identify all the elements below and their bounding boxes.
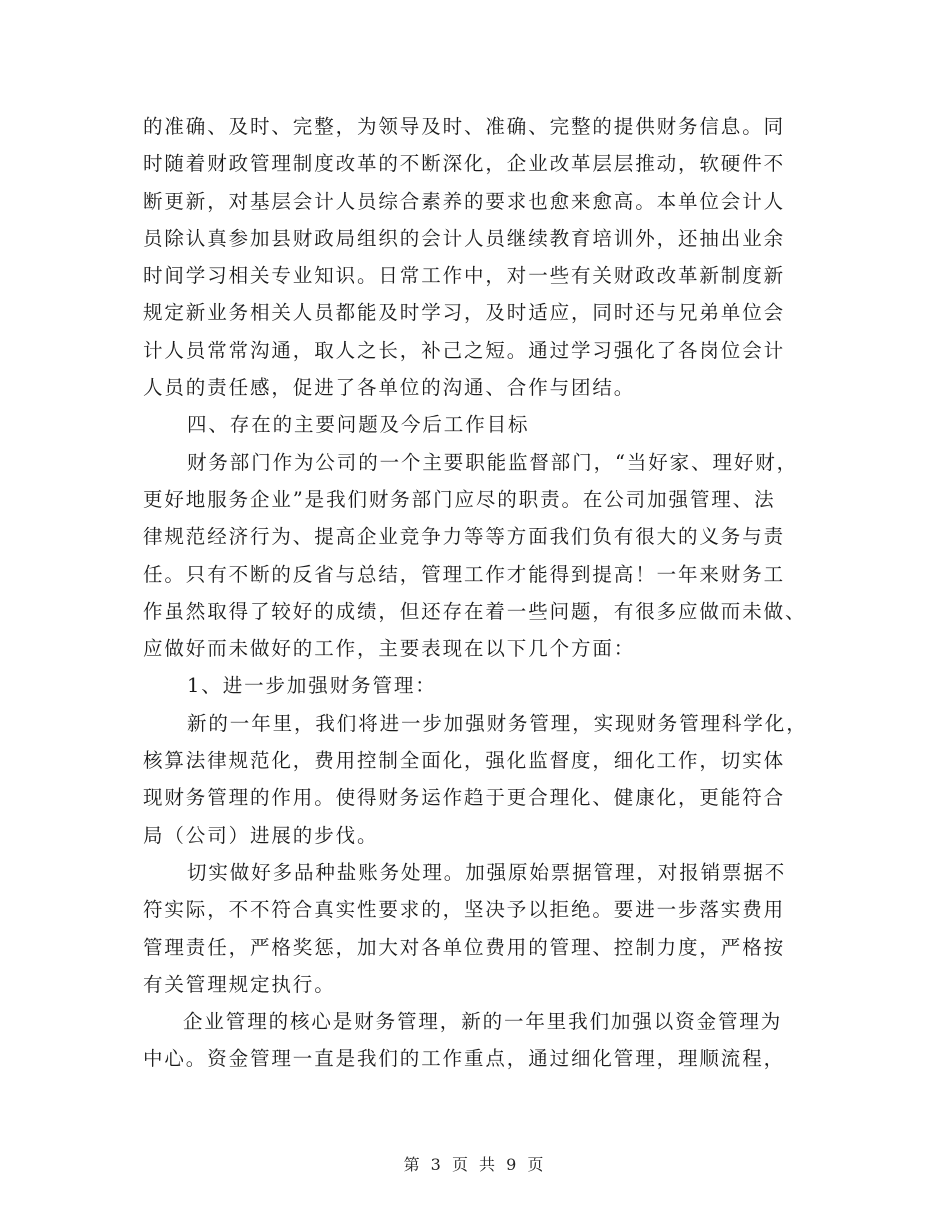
section-heading: 四、存在的主要问题及今后工作目标	[187, 413, 530, 437]
text-line: 符实际，不不符合真实性要求的，坚决予以拒绝。要进一步落实费用	[143, 898, 786, 922]
text-line: 任。只有不断的反省与总结，管理工作才能得到提高！一年来财务工	[143, 562, 786, 586]
text-line: 局（公司）进展的步伐。	[143, 823, 379, 847]
text-line: 中心。资金管理一直是我们的工作重点，通过细化管理，理顺流程，	[143, 1047, 786, 1071]
text-line: 管理责任，严格奖惩，加大对各单位费用的管理、控制力度，严格按	[143, 935, 786, 959]
text-line: 规定新业务相关人员都能及时学习，及时适应，同时还与兄弟单位会	[143, 301, 786, 325]
text-line: 现财务管理的作用。使得财务运作趋于更合理化、健康化，更能符合	[143, 786, 786, 810]
text-line: 计人员常常沟通，取人之长，补己之短。通过学习强化了各岗位会计	[143, 338, 786, 362]
text-line: 断更新，对基层会计人员综合素养的要求也愈来愈高。本单位会计人	[143, 189, 786, 213]
text-line: 应做好而未做好的工作，主要表现在以下几个方面：	[143, 637, 636, 661]
text-line: 企业管理的核心是财务管理，新的一年里我们加强以资金管理为	[183, 1010, 783, 1034]
text-line: 财务部门作为公司的一个主要职能监督部门，“当好家、理好财，	[187, 450, 799, 474]
text-line: 时间学习相关专业知识。日常工作中，对一些有关财政改革新制度新	[143, 264, 786, 288]
text-line: 律规范经济行为、提高企业竞争力等等方面我们负有很大的义务与责	[143, 525, 786, 549]
text-line: 时随着财政管理制度改革的不断深化，企业改革层层推动，软硬件不	[143, 152, 786, 176]
text-line: 员除认真参加县财政局组织的会计人员继续教育培训外，还抽出业余	[143, 226, 786, 250]
page-number: 第 3 页 共 9 页	[403, 1155, 547, 1174]
text-line: 人员的责任感，促进了各单位的沟通、合作与团结。	[143, 376, 636, 400]
text-line: 作虽然取得了较好的成绩，但还存在着一些问题，有很多应做而未做、	[143, 599, 807, 623]
text-line: 切实做好多品种盐账务处理。加强原始票据管理，对报销票据不	[187, 860, 787, 884]
subsection-heading: 1、进一步加强财务管理：	[187, 674, 437, 698]
text-line: 更好地服务企业”是我们财务部门应尽的职责。在公司加强管理、法	[143, 487, 776, 511]
text-line: 的准确、及时、完整，为领导及时、准确、完整的提供财务信息。同	[143, 115, 786, 138]
document-body	[143, 108, 815, 1078]
text-line: 有关管理规定执行。	[143, 972, 336, 996]
text-line: 核算法律规范化，费用控制全面化，强化监督度，细化工作，切实体	[143, 749, 786, 773]
text-line: 新的一年里，我们将进一步加强财务管理，实现财务管理科学化，	[187, 711, 808, 735]
